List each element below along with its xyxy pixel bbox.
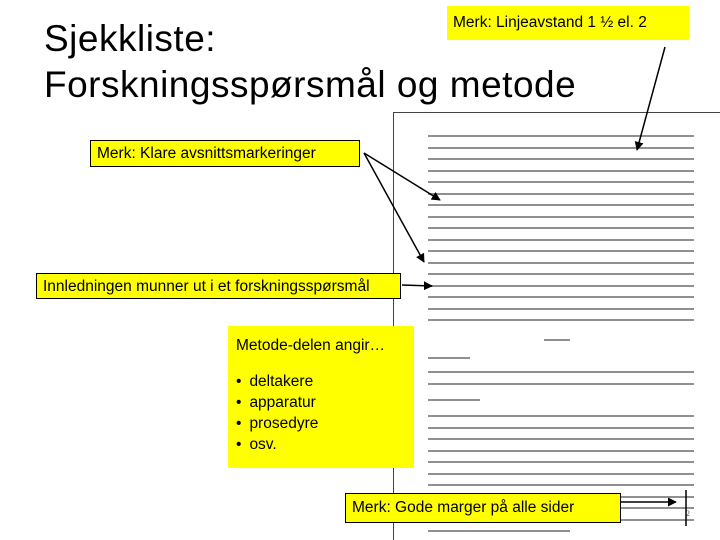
method-item: • prosedyre [236,413,406,434]
slide-title-line1: Sjekkliste: [44,18,217,59]
method-list [236,371,406,455]
arrow-section-marks-2 [364,153,424,262]
arrow-section-marks-1 [364,153,440,200]
note-section-marks: Merk: Klare avsnittsmarkeringer [90,140,360,167]
method-item: • osv. [236,434,406,455]
method-heading: Metode-delen angir… [236,337,386,354]
document-page-number: 2 [686,509,690,518]
arrow-intro [402,285,432,286]
method-item: • apparatur [236,392,406,413]
method-item: • deltakere [236,371,406,392]
note-line-spacing: Merk: Linjeavstand 1 ½ el. 2 [447,6,689,40]
arrow-line-spacing [637,47,665,150]
note-margins: Merk: Gode marger på alle sider [345,493,621,523]
note-method-section [228,326,414,468]
note-intro-research-question: Innledningen munner ut i et forskningsspørsmål [36,273,401,299]
slide-title-line2: Forskningsspørsmål og metode [44,64,577,105]
